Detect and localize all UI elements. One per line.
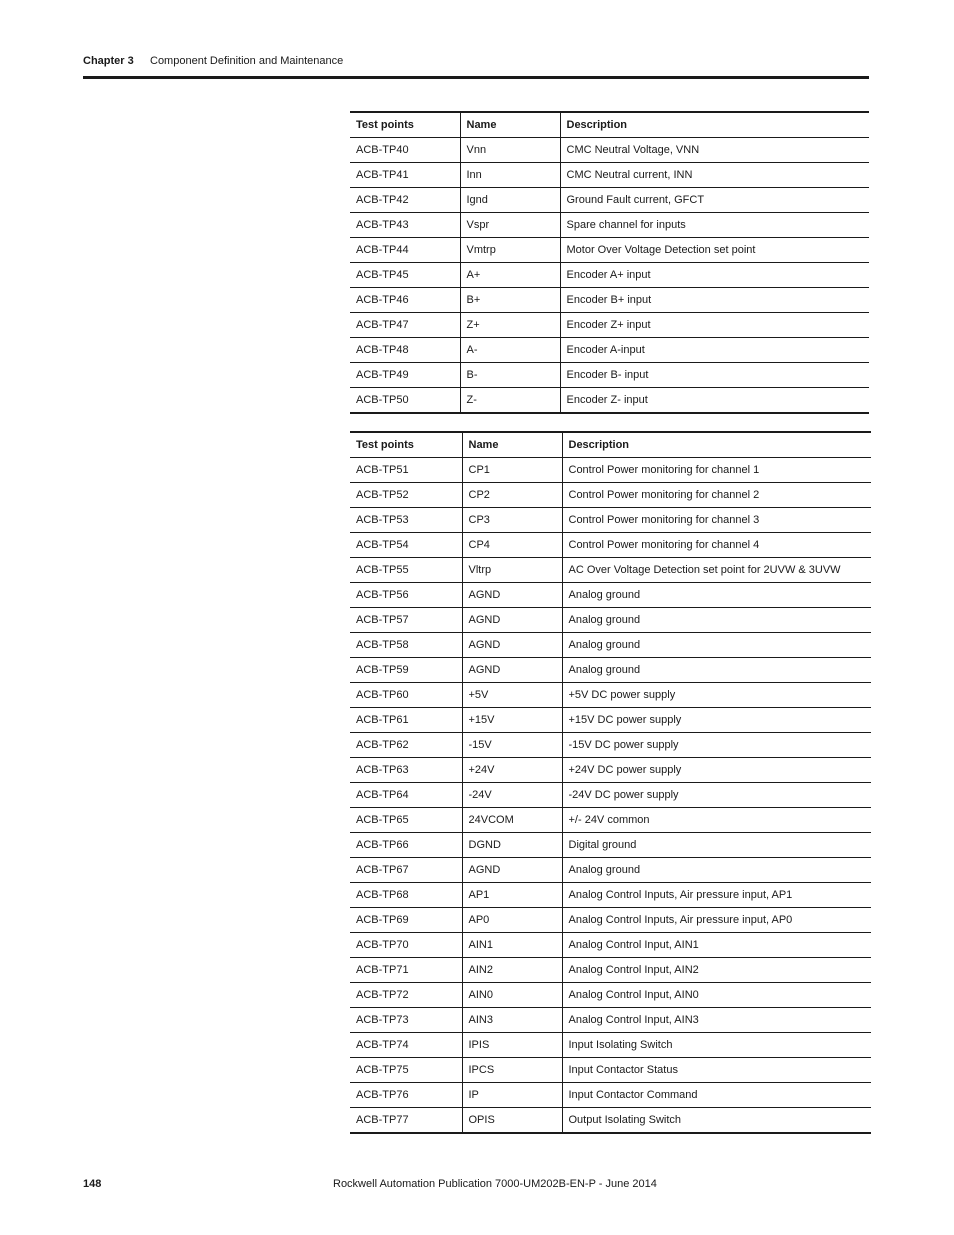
name-cell: Ignd <box>460 188 560 213</box>
description-cell: Output Isolating Switch <box>568 1114 682 1126</box>
test-point-cell: ACB-TP75 <box>350 1058 462 1083</box>
name-cell: AP1 <box>462 883 562 908</box>
name-cell: Vmtrp <box>460 238 560 263</box>
test-points-table-1 <box>350 111 869 414</box>
table-row <box>350 483 871 508</box>
test-point-cell: ACB-TP68 <box>350 883 462 908</box>
column-header-description: Description <box>560 112 869 138</box>
description-cell: Encoder A+ input <box>560 263 869 288</box>
table-row <box>350 263 869 288</box>
description-cell: AC Over Voltage Detection set point for 2UVW & 3UVW <box>562 558 871 583</box>
name-cell: AIN2 <box>462 958 562 983</box>
table-row <box>350 708 871 733</box>
table-row <box>350 338 869 363</box>
table-row <box>350 683 871 708</box>
table-row <box>350 363 869 388</box>
table-row <box>350 608 871 633</box>
table-row <box>350 533 871 558</box>
name-cell: IPIS <box>462 1033 562 1058</box>
test-point-cell: ACB-TP42 <box>350 188 460 213</box>
test-point-cell: ACB-TP51 <box>350 458 462 483</box>
test-point-cell: ACB-TP43 <box>350 213 460 238</box>
table-row <box>350 163 869 188</box>
table-row <box>350 933 871 958</box>
table-row <box>350 1058 871 1083</box>
name-cell: AGND <box>462 658 562 683</box>
column-header-description: Description <box>562 432 871 458</box>
table-row <box>350 1033 871 1058</box>
description-cell: Analog Control Inputs, Air pressure input, AP0 <box>562 908 871 933</box>
description-cell: Control Power monitoring for channel 4 <box>562 533 871 558</box>
test-points-table-2 <box>350 431 871 1134</box>
test-point-cell: ACB-TP54 <box>350 533 462 558</box>
test-point-cell: ACB-TP55 <box>350 558 462 583</box>
name-cell: AIN3 <box>462 1008 562 1033</box>
name-cell: +24V <box>462 758 562 783</box>
description-cell: Analog ground <box>562 633 871 658</box>
table-row <box>350 188 869 213</box>
table-row <box>350 388 869 414</box>
test-point-cell: ACB-TP59 <box>350 658 462 683</box>
description-cell: Encoder B- input <box>560 363 869 388</box>
table-row <box>350 458 871 483</box>
test-point-cell: ACB-TP76 <box>350 1083 462 1108</box>
description-cell: Analog Control Input, AIN1 <box>562 933 871 958</box>
description-cell: CMC Neutral current, INN <box>560 163 869 188</box>
name-cell: Vspr <box>460 213 560 238</box>
test-point-cell: ACB-TP50 <box>350 388 460 414</box>
test-point-cell: ACB-TP67 <box>350 858 462 883</box>
description-cell: Analog ground <box>562 858 871 883</box>
test-point-cell: ACB-TP71 <box>350 958 462 983</box>
name-cell: B+ <box>460 288 560 313</box>
test-point-cell: ACB-TP64 <box>350 783 462 808</box>
description-cell: -15V DC power supply <box>562 733 871 758</box>
table-row <box>350 508 871 533</box>
table-row <box>350 558 871 583</box>
column-header-name: Name <box>460 112 560 138</box>
page-number: 148 <box>83 1178 102 1190</box>
test-point-cell: ACB-TP63 <box>350 758 462 783</box>
table-row <box>350 1108 871 1134</box>
description-cell: CMC Neutral Voltage, VNN <box>560 138 869 163</box>
test-point-cell: ACB-TP45 <box>350 263 460 288</box>
test-point-cell: ACB-TP46 <box>350 288 460 313</box>
table-row <box>350 808 871 833</box>
test-point-cell: ACB-TP72 <box>350 983 462 1008</box>
name-cell: AIN1 <box>462 933 562 958</box>
name-cell: IP <box>462 1083 562 1108</box>
name-cell: B- <box>460 363 560 388</box>
column-header-name: Name <box>462 432 562 458</box>
name-cell: CP3 <box>462 508 562 533</box>
test-point-cell: ACB-TP57 <box>350 608 462 633</box>
table-row <box>350 833 871 858</box>
description-cell: Analog ground <box>562 583 871 608</box>
description-cell: Motor Over Voltage Detection set point <box>560 238 869 263</box>
description-cell: Analog ground <box>562 658 871 683</box>
description-cell: Input Contactor Status <box>562 1058 871 1083</box>
table-row <box>350 883 871 908</box>
table-row <box>350 313 869 338</box>
description-cell: Input Contactor Command <box>562 1083 871 1108</box>
table-row <box>350 908 871 933</box>
description-cell: +24V DC power supply <box>562 758 871 783</box>
test-point-cell: ACB-TP73 <box>350 1008 462 1033</box>
name-cell: Z- <box>460 388 560 414</box>
description-cell: +/- 24V common <box>562 808 871 833</box>
table-row <box>350 213 869 238</box>
description-cell: Control Power monitoring for channel 1 <box>562 458 871 483</box>
description-cell: Analog Control Input, AIN3 <box>562 1008 871 1033</box>
test-point-cell: ACB-TP47 <box>350 313 460 338</box>
name-cell: AGND <box>462 583 562 608</box>
name-cell: CP1 <box>462 458 562 483</box>
table-row <box>350 783 871 808</box>
name-cell: Vltrp <box>462 558 562 583</box>
table-row <box>350 138 869 163</box>
test-point-cell: ACB-TP62 <box>350 733 462 758</box>
name-cell: DGND <box>462 833 562 858</box>
test-point-cell: ACB-TP60 <box>350 683 462 708</box>
test-point-cell: ACB-TP66 <box>350 833 462 858</box>
name-cell: -15V <box>462 733 562 758</box>
chapter-title: Component Definition and Maintenance <box>150 55 344 67</box>
test-point-cell: ACB-TP41 <box>350 163 460 188</box>
name-cell: 24VCOM <box>462 808 562 833</box>
page-header <box>83 52 869 79</box>
test-point-cell: ACB-TP40 <box>350 138 460 163</box>
table-header-row <box>350 112 869 138</box>
test-point-cell: ACB-TP48 <box>350 338 460 363</box>
name-cell: +15V <box>462 708 562 733</box>
name-cell: Inn <box>460 163 560 188</box>
table-row <box>350 288 869 313</box>
description-cell: Control Power monitoring for channel 3 <box>562 508 871 533</box>
description-cell: Analog ground <box>562 608 871 633</box>
test-point-cell: ACB-TP77 <box>350 1108 462 1134</box>
test-point-cell: ACB-TP65 <box>350 808 462 833</box>
test-point-cell: ACB-TP61 <box>350 708 462 733</box>
description-cell: Encoder Z+ input <box>560 313 869 338</box>
name-cell: CP2 <box>462 483 562 508</box>
name-cell: AIN0 <box>462 983 562 1008</box>
description-cell: Input Isolating Switch <box>562 1033 871 1058</box>
table-row <box>350 733 871 758</box>
description-cell: Spare channel for inputs <box>560 213 869 238</box>
publication-footer: Rockwell Automation Publication 7000-UM202B-EN-P - June 2014 <box>333 1178 657 1190</box>
name-cell: AGND <box>462 858 562 883</box>
table-row <box>350 1008 871 1033</box>
table-row <box>350 983 871 1008</box>
description-cell: Encoder A-input <box>560 338 869 363</box>
description-cell: Analog Control Inputs, Air pressure input, AP1 <box>562 883 871 908</box>
name-cell: -24V <box>462 783 562 808</box>
table-row <box>350 758 871 783</box>
description-cell: -24V DC power supply <box>562 783 871 808</box>
description-cell: Encoder B+ input <box>560 288 869 313</box>
test-point-cell: ACB-TP56 <box>350 583 462 608</box>
description-cell: +15V DC power supply <box>562 708 871 733</box>
description-cell: Analog Control Input, AIN2 <box>562 958 871 983</box>
table-row <box>350 633 871 658</box>
name-cell: AP0 <box>462 908 562 933</box>
name-cell: IPCS <box>462 1058 562 1083</box>
column-header-test-point: Test points <box>350 112 460 138</box>
name-cell: AGND <box>462 633 562 658</box>
test-point-cell: ACB-TP52 <box>350 483 462 508</box>
test-point-cell: ACB-TP58 <box>350 633 462 658</box>
table-row <box>350 658 871 683</box>
test-point-cell: ACB-TP44 <box>350 238 460 263</box>
column-header-test-point: Test points <box>350 432 462 458</box>
test-point-cell: ACB-TP49 <box>350 363 460 388</box>
name-cell: +5V <box>462 683 562 708</box>
table-row <box>350 1083 871 1108</box>
name-cell: AGND <box>462 608 562 633</box>
test-point-cell: ACB-TP53 <box>350 508 462 533</box>
table-row <box>350 958 871 983</box>
description-cell: Digital ground <box>562 833 871 858</box>
description-cell: Analog Control Input, AIN0 <box>562 983 871 1008</box>
test-point-cell: ACB-TP74 <box>350 1033 462 1058</box>
table-header-row <box>350 432 871 458</box>
description-cell: Control Power monitoring for channel 2 <box>562 483 871 508</box>
test-point-cell: ACB-TP69 <box>350 908 462 933</box>
table-row <box>350 583 871 608</box>
test-point-cell: ACB-TP70 <box>350 933 462 958</box>
chapter-label: Chapter 3 <box>83 55 134 67</box>
table-row <box>350 858 871 883</box>
name-cell: A+ <box>460 263 560 288</box>
name-cell: A- <box>460 338 560 363</box>
name-cell: CP4 <box>462 533 562 558</box>
name-cell: Z+ <box>460 313 560 338</box>
description-cell: +5V DC power supply <box>562 683 871 708</box>
name-cell: OPIS <box>462 1108 562 1134</box>
description-cell: Encoder Z- input <box>566 394 648 406</box>
description-cell: Ground Fault current, GFCT <box>560 188 869 213</box>
name-cell: Vnn <box>460 138 560 163</box>
table-row <box>350 238 869 263</box>
